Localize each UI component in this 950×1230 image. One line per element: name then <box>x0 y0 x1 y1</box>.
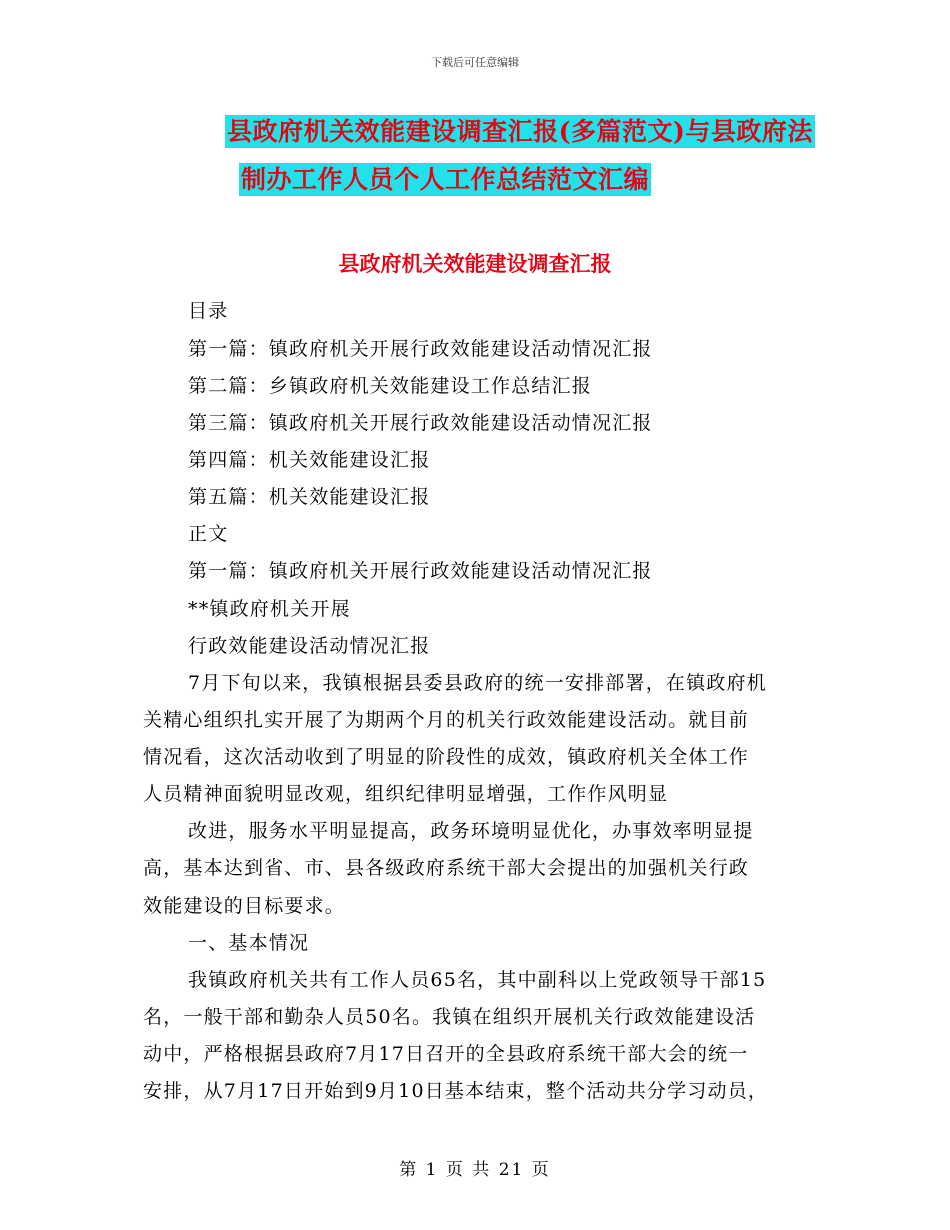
paragraph-line: 效能建设的目标要求。 <box>143 895 346 917</box>
main-title-line-1-text: 县政府机关效能建设调查汇报(多篇范文)与县政府法 <box>227 117 813 146</box>
main-title-line-1 <box>45 112 950 148</box>
toc-heading: 目录 <box>188 300 229 322</box>
paragraph-line: 我镇政府机关共有工作人员65名，其中副科以上党政领导干部15 <box>188 969 767 991</box>
toc-item: 第三篇：镇政府机关开展行政效能建设活动情况汇报 <box>188 412 653 434</box>
chapter-title: 第一篇：镇政府机关开展行政效能建设活动情况汇报 <box>188 560 653 582</box>
toc-item: 第二篇：乡镇政府机关效能建设工作总结汇报 <box>188 375 593 397</box>
main-title-line-2 <box>0 160 920 196</box>
paragraph-line: 7月下旬以来，我镇根据县委县政府的统一安排部署，在镇政府机 <box>188 672 767 694</box>
section-heading: 一、基本情况 <box>188 932 310 954</box>
toc-item: 第一篇：镇政府机关开展行政效能建设活动情况汇报 <box>188 338 653 360</box>
report-title-line-2: 行政效能建设活动情况汇报 <box>188 635 431 657</box>
toc-item: 第五篇：机关效能建设汇报 <box>188 486 431 508</box>
paragraph-line: 动中，严格根据县政府7月17日召开的全县政府系统干部大会的统一 <box>143 1043 749 1065</box>
report-title-line-1: **镇政府机关开展 <box>188 598 351 620</box>
page-footer: 第 1 页 共 21 页 <box>399 1160 551 1180</box>
header-note: 下载后可任意编辑 <box>431 56 519 69</box>
paragraph-line: 情况看，这次活动收到了明显的阶段性的成效，镇政府机关全体工作 <box>143 746 750 768</box>
toc-item: 第四篇：机关效能建设汇报 <box>188 449 431 471</box>
body-heading: 正文 <box>188 523 229 545</box>
paragraph-line: 改进，服务水平明显提高，政务环境明显优化，办事效率明显提 <box>188 820 754 842</box>
main-title-line-2-text: 制办工作人员个人工作总结范文汇编 <box>240 165 649 194</box>
paragraph-line: 安排，从7月17日开始到9月10日基本结束，整个活动共分学习动员， <box>143 1080 769 1102</box>
paragraph-line: 名，一般干部和勤杂人员50名。我镇在组织开展机关行政效能建设活 <box>143 1006 756 1028</box>
section-title: 县政府机关效能建设调查汇报 <box>338 251 612 276</box>
paragraph-line: 关精心组织扎实开展了为期两个月的机关行政效能建设活动。就目前 <box>143 709 750 731</box>
paragraph-line: 人员精神面貌明显改观，组织纪律明显增强，工作作风明显 <box>143 783 669 805</box>
paragraph-line: 高，基本达到省、市、县各级政府系统干部大会提出的加强机关行政 <box>143 857 750 879</box>
